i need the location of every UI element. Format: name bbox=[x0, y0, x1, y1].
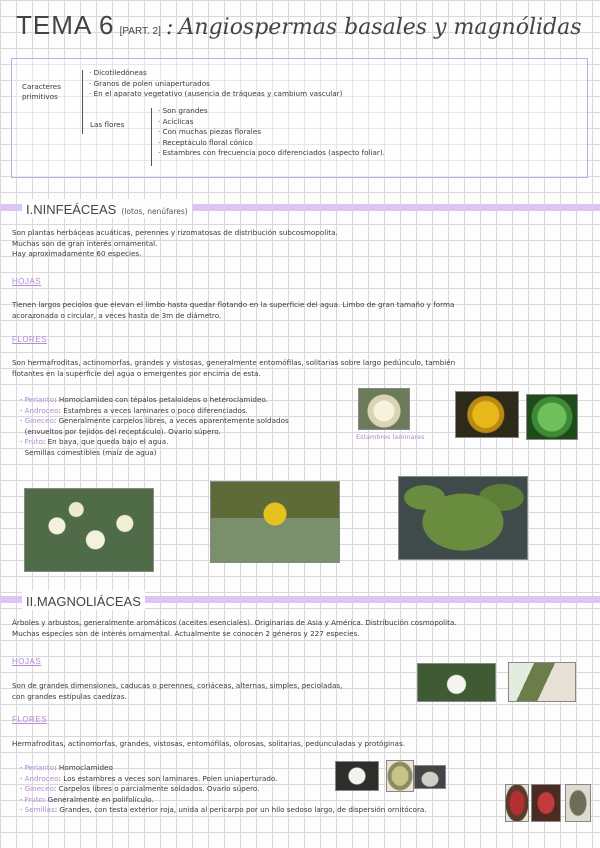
organ-label: Gineceo bbox=[24, 416, 54, 425]
text-line: Árboles y arbustos, generalmente aromáticos (aceites esenciales). Originarias de Asia y América. Distribución cosmopolita. bbox=[12, 618, 457, 627]
organ-label: Fruto bbox=[24, 437, 43, 446]
text-line: Muchas son de gran interés ornamental. bbox=[12, 238, 158, 248]
list-item: · En el aparato vegetativo (ausencia de tráqueas y cambium vascular) bbox=[89, 89, 343, 98]
list-item: · Gineceo: Generalmente carpelos libres, a veces aparentemente soldados bbox=[20, 416, 289, 425]
yellow-waterlily-photo bbox=[210, 481, 340, 563]
s1-intro bbox=[12, 228, 338, 260]
organ-text: : En baya, que queda bajo el agua. bbox=[42, 437, 169, 446]
section-number: I. bbox=[26, 202, 34, 217]
list-item: · Dicotiledóneas bbox=[89, 68, 147, 77]
list-item: · Acíclicas bbox=[158, 116, 194, 126]
text-line: Tienen largos peciolos que elevan el limbo hasta quedar flotando en la superficie del agua. Limbo de gran tamaño y forma bbox=[12, 300, 455, 309]
s2-flores-text: Hermafroditas, actinomorfas, grandes, vistosas, entomófilas, olorosas, solitarias, pedunculadas y protóginas. bbox=[12, 739, 405, 748]
list-item: · Semillas: Grandes, con testa exterior roja, unida al pericarpo por un hilo sedoso largo, de dispersión ornitócora. bbox=[20, 805, 427, 814]
list-item: · Perianto: Homoclamideo bbox=[20, 763, 113, 772]
text-line: flotantes en la superficie del agua o emergentes por encima de esta. bbox=[12, 368, 261, 378]
list-item: · Androceo: Estambres a veces laminares o poco diferenciados. bbox=[20, 405, 248, 415]
section-number: II. bbox=[26, 594, 37, 609]
organ-text: : Generalmente carpelos libres, a veces aparentemente soldados bbox=[53, 416, 289, 425]
organ-text: : Carpelos libres o parcialmente soldados. Ovario súpero. bbox=[53, 784, 260, 793]
characters-label-line: Caracteres bbox=[22, 82, 61, 91]
item-text: Dicotiledóneas bbox=[93, 68, 147, 77]
list-item: · Androceo: Los estambres a veces son laminares. Polen uniaperturado. bbox=[20, 773, 278, 783]
item-text: Con muchas piezas florales bbox=[162, 127, 261, 136]
tema-label: TEMA 6 bbox=[16, 10, 115, 40]
item-text: Estambres con frecuencia poco diferenciados (aspecto foliar). bbox=[162, 148, 385, 157]
list-item: · Son grandes bbox=[158, 106, 208, 115]
list-item: · Gineceo: Carpelos libres o parcialmente soldados. Ovario súpero. bbox=[20, 784, 260, 793]
fruit-photo bbox=[505, 784, 529, 822]
organ-text: : Homoclamideo bbox=[54, 763, 113, 772]
flower-items-list bbox=[158, 106, 385, 159]
follicle-photo bbox=[565, 784, 591, 822]
list-item bbox=[20, 427, 289, 438]
text-line: Muchas especies son de interés ornamental. Actualmente se conocen 2 géneros y 227 especies. bbox=[12, 628, 360, 638]
white-waterlilies-photo bbox=[24, 488, 154, 572]
list-item: · Fruto: En baya, que queda bajo el agua. bbox=[20, 437, 169, 446]
organ-label: Perianto bbox=[24, 395, 55, 404]
item-text: Acíclicas bbox=[162, 116, 194, 126]
characters-label-line: primitivos bbox=[22, 92, 58, 101]
page-header bbox=[16, 10, 582, 41]
organ-text: : Generalmente en polifolículo. bbox=[42, 794, 154, 804]
section-heading bbox=[22, 199, 192, 218]
list-item: · Con muchas piezas florales bbox=[158, 127, 261, 136]
characters-list bbox=[89, 68, 342, 100]
list-item: · Perianto: Homoclamideo con tépalos petaloideos o heteroclamideo. bbox=[20, 395, 268, 404]
flowers-label: Las flores bbox=[90, 120, 125, 129]
list-item bbox=[20, 448, 289, 459]
section-title: MAGNOLIÁCEAS bbox=[36, 594, 141, 609]
list-item: · Estambres con frecuencia poco diferenciados (aspecto foliar). bbox=[158, 148, 385, 157]
section-title: NINFEÁCEAS bbox=[33, 202, 117, 217]
list-item: · Receptáculo floral cónico bbox=[158, 137, 253, 147]
text-line: Son de grandes dimensiones, caducas o perennes, coriáceas, alternas, simples, pecioladas, bbox=[12, 681, 343, 690]
item-text: Receptáculo floral cónico bbox=[162, 137, 253, 147]
green-fruit-photo bbox=[526, 394, 578, 440]
page-title: Angiospermas basales y magnólidas bbox=[178, 15, 582, 40]
organ-text: : Homoclamideo con tépalos petaloideos o heteroclamideo. bbox=[54, 395, 268, 404]
organ-label: Androceo bbox=[24, 773, 59, 783]
hojas-heading: HOJAS bbox=[12, 657, 42, 666]
brace-line bbox=[151, 108, 152, 166]
text-line: con grandes estípulas caedizas. bbox=[12, 691, 127, 701]
list-item: · Granos de polen uniaperturados bbox=[89, 78, 210, 88]
flores-heading: FLORES bbox=[12, 715, 48, 724]
magnolia-flower-photo bbox=[417, 663, 496, 702]
colon: : bbox=[166, 15, 174, 40]
stamens-photo bbox=[386, 760, 414, 792]
organ-label: Semillas bbox=[24, 805, 55, 814]
section-heading bbox=[22, 591, 145, 610]
part-label: [PART. 2] bbox=[119, 26, 161, 37]
organ-text: : Estambres a veces laminares o poco diferenciados. bbox=[58, 405, 248, 415]
organ-label: Gineceo bbox=[24, 784, 54, 793]
text-line: Hay aproximadamente 60 especies. bbox=[12, 249, 142, 258]
brace-line bbox=[82, 70, 83, 134]
item-text: Son grandes bbox=[162, 106, 208, 115]
organ-text: : Grandes, con testa exterior roja, unida al pericarpo por un hilo sedoso largo, de dispersión ornitócora. bbox=[54, 805, 427, 814]
organ-text: Semillas comestibles (maíz de agua) bbox=[24, 447, 157, 457]
characters-label bbox=[22, 82, 61, 102]
organ-label: Perianto bbox=[24, 763, 55, 772]
list-item: · Fruto: Generalmente en polifolículo. bbox=[20, 794, 154, 804]
organ-text: : Los estambres a veces son laminares. Polen uniaperturado. bbox=[58, 773, 278, 783]
organ-label: Androceo bbox=[24, 405, 59, 415]
s1-organ-list bbox=[20, 395, 289, 458]
s2-hojas-text bbox=[12, 681, 342, 702]
seeds-photo bbox=[531, 784, 561, 822]
magnolia-leaf-photo bbox=[508, 662, 576, 702]
gynoecium-photo bbox=[414, 765, 446, 789]
organ-label: Fruto bbox=[24, 794, 43, 804]
laminar-stamens-photo bbox=[358, 388, 410, 430]
flores-heading: FLORES bbox=[12, 335, 48, 344]
photo-caption: Estambres laminares bbox=[356, 433, 425, 441]
s1-hojas-text bbox=[12, 300, 454, 321]
text-line: acorazonada o circular, a veces hasta de 3m de diámetro. bbox=[12, 310, 222, 320]
text-line: Son hermafroditas, actinomorfas, grandes y vistosas, generalmente entomófilas, solitarias sobre largo pedúnculo, también bbox=[12, 358, 456, 367]
section-subtitle: (lotos, nenúfares) bbox=[121, 207, 188, 216]
hojas-heading: HOJAS bbox=[12, 277, 42, 286]
text-line: Son plantas herbáceas acuáticas, perennes y rizomatosas de distribución subcosmopolita. bbox=[12, 228, 338, 237]
item-text: Granos de polen uniaperturados bbox=[93, 78, 210, 88]
item-text: En el aparato vegetativo (ausencia de tráqueas y cambium vascular) bbox=[93, 89, 343, 98]
magnolia-bloom-photo bbox=[335, 761, 379, 791]
yellow-lily-photo bbox=[455, 391, 519, 438]
victoria-leaves-photo bbox=[398, 476, 528, 560]
organ-text: (envueltos por tejidos del receptáculo). Ovario súpero. bbox=[24, 426, 221, 436]
s2-intro bbox=[12, 618, 457, 639]
s1-flores-text bbox=[12, 358, 455, 379]
